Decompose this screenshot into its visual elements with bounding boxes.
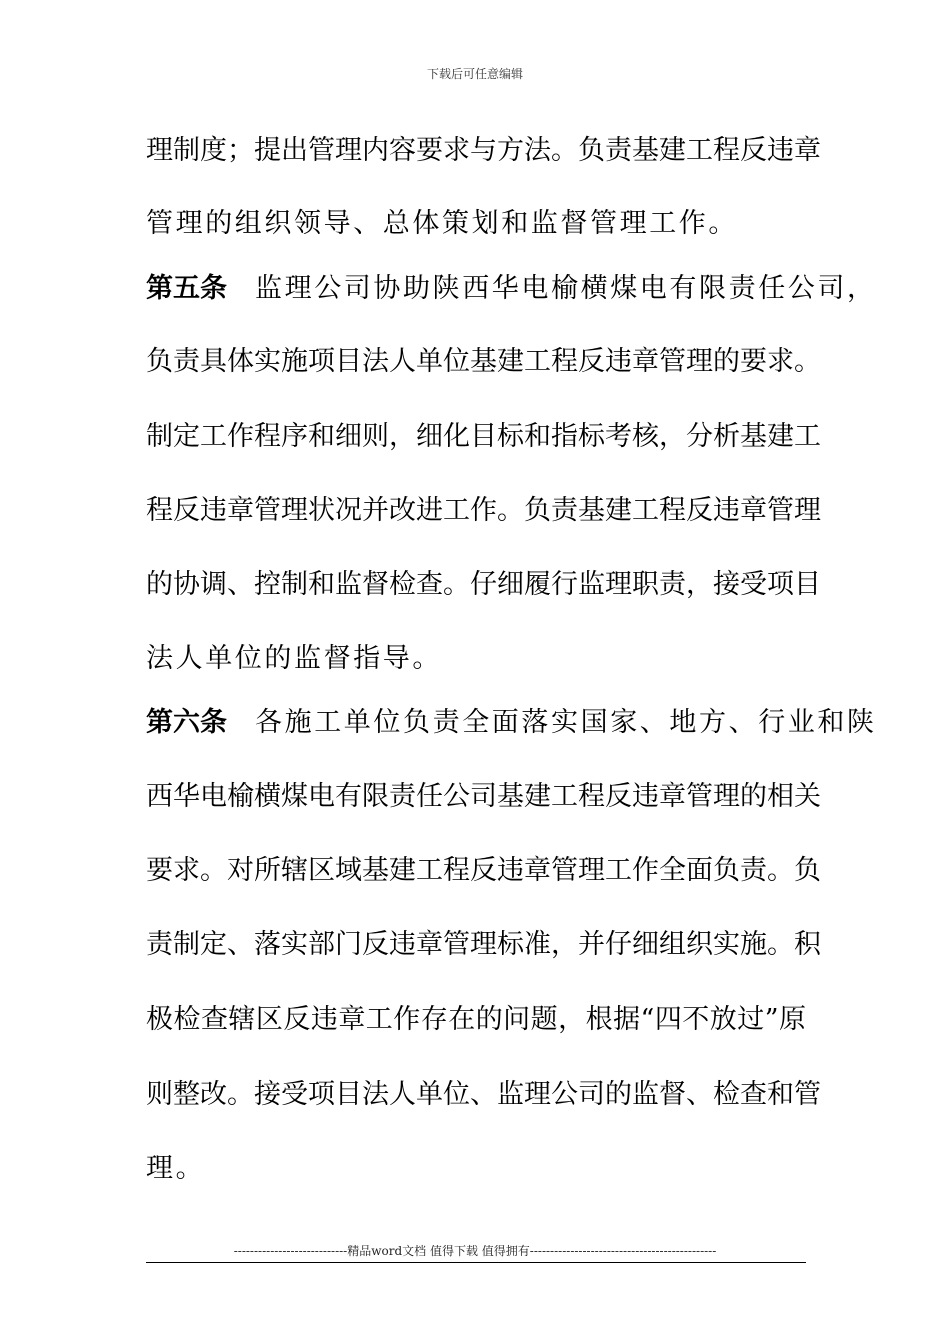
- page-footer: ----------------------------精品word文档 值得下载 值得拥有----------------------------------------------: [233, 1244, 717, 1258]
- article-6-heading: 第六条: [146, 707, 227, 738]
- article-5-heading: 第五条: [146, 273, 227, 304]
- paragraph-line: 程反违章管理状况并改进工作。负责基建工程反违章管理: [146, 495, 821, 526]
- paragraph-line: 法人单位的监督指导。: [146, 643, 442, 674]
- paragraph-line: 的协调、控制和监督检查。仔细履行监理职责，接受项目: [146, 569, 821, 600]
- paragraph-line: 制定工作程序和细则，细化目标和指标考核，分析基建工: [146, 421, 821, 452]
- article-6-line: [146, 706, 877, 740]
- paragraph-line: 极检查辖区反违章工作存在的问题，根据“四不放过”原: [146, 1004, 806, 1035]
- paragraph-line: 监理公司协助陕西华电榆横煤电有限责任公司，: [255, 273, 877, 304]
- paragraph-line: 理。: [146, 1153, 206, 1184]
- paragraph-line: 西华电榆横煤电有限责任公司基建工程反违章管理的相关: [146, 781, 821, 812]
- paragraph-line: 要求。对所辖区域基建工程反违章管理工作全面负责。负: [146, 855, 821, 886]
- paragraph-line: 责制定、落实部门反违章管理标准，并仔细组织实施。积: [146, 929, 821, 960]
- paragraph-line: 负责具体实施项目法人单位基建工程反违章管理的要求。: [146, 346, 821, 377]
- paragraph-line: 各施工单位负责全面落实国家、地方、行业和陕: [255, 707, 877, 738]
- footer-divider: [146, 1262, 806, 1263]
- paragraph-line: 则整改。接受项目法人单位、监理公司的监督、检查和管: [146, 1079, 821, 1110]
- paragraph-line: 理制度；提出管理内容要求与方法。负责基建工程反违章: [146, 135, 821, 166]
- paragraph-line: 管理的组织领导、总体策划和监督管理工作。: [146, 208, 738, 239]
- page-header: 下载后可任意编辑: [426, 67, 523, 81]
- article-5-line: [146, 272, 877, 306]
